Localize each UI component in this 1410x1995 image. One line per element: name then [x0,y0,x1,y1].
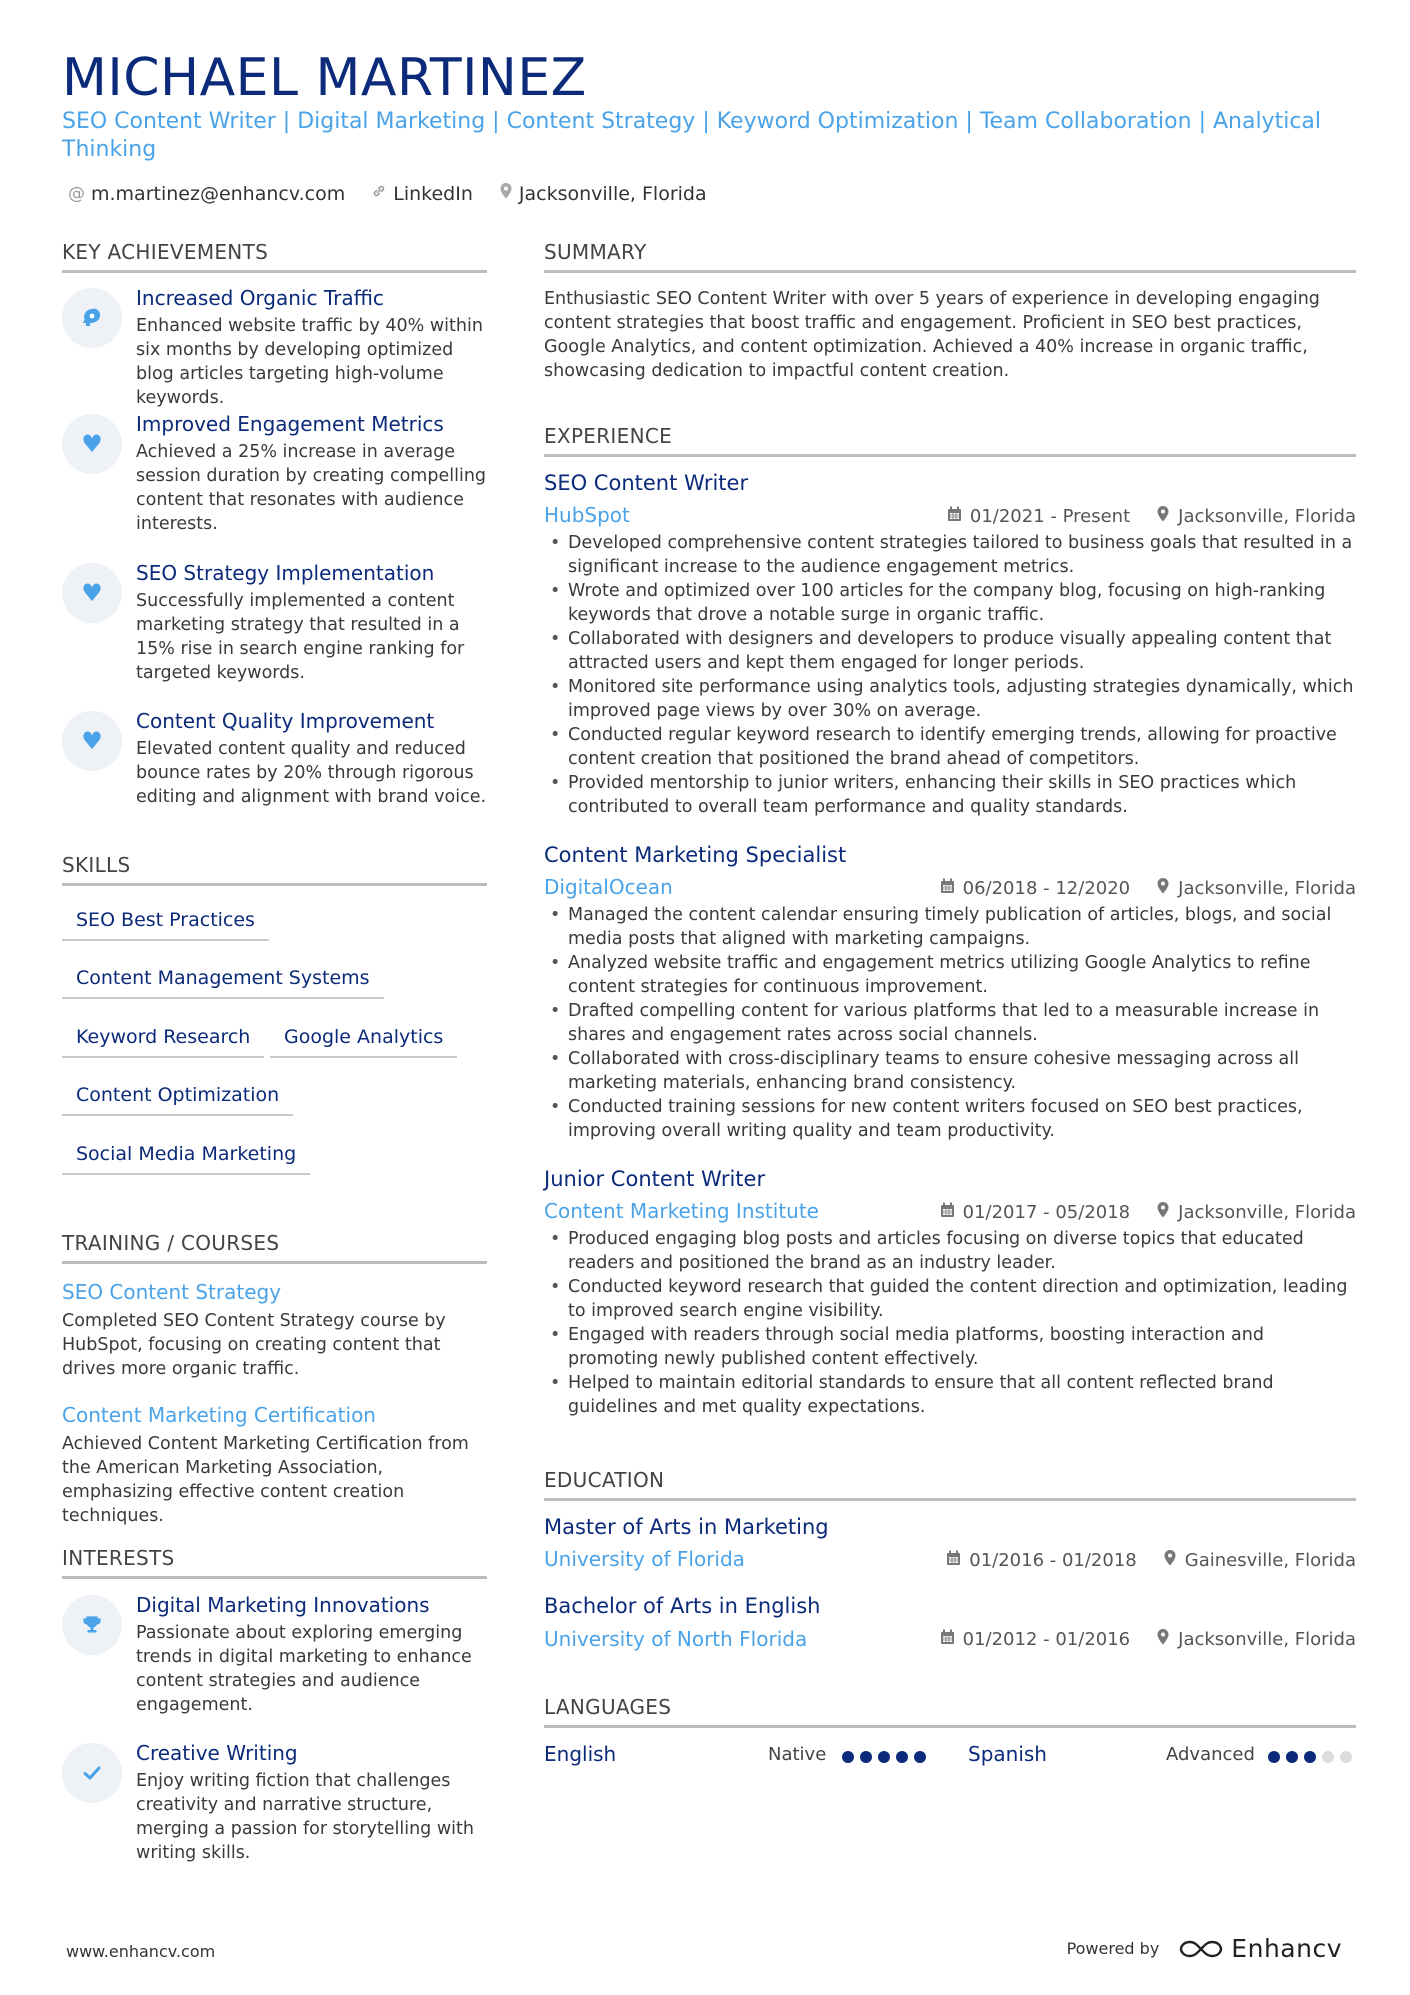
skills-heading: SKILLS [62,853,487,886]
footer-branding [1067,1934,1342,1963]
languages-heading: LANGUAGES [544,1695,1356,1728]
achievement-item [62,412,487,536]
skill-tag: Keyword Research [62,1026,264,1058]
skill-tag: Social Media Marketing [62,1143,310,1175]
job-title: SEO Content Writer [544,471,749,495]
contact-bar [68,182,707,205]
achievement-desc: Successfully implemented a content marketing strategy that resulted in a 15% rise in search engine ranking for targeted keywords. [136,591,465,683]
skill-tag: SEO Best Practices [62,909,269,941]
achievement-desc: Enhanced website traffic by 40% within six months by developing optimized blog articles targeting high-volume keywords. [136,316,483,408]
bullet-item: • Managed the content calendar ensuring timely publication of articles, blogs, and social media posts that aligned with marketing campaigns. [548,903,1356,951]
job-dates-text: 06/2018 - 12/2020 [962,877,1131,899]
job-meta [947,505,1356,527]
job-dates [940,877,1131,899]
education-dates-text: 01/2012 - 01/2016 [962,1628,1131,1650]
language-name: English [544,1742,617,1766]
education-heading: EDUCATION [544,1468,1356,1501]
job-dates-text: 01/2017 - 05/2018 [962,1201,1131,1223]
interest-item [62,1593,487,1717]
education-location-text: Gainesville, Florida [1184,1549,1356,1571]
powered-by-label: Powered by [1066,1939,1160,1958]
proficiency-dot-filled [860,1751,872,1763]
achievement-item [62,561,487,685]
proficiency-dot-filled [914,1751,926,1763]
bullet-item: • Wrote and optimized over 100 articles for the company blog, focusing on high-ranking keywords that drove a notable surge in organic traffic. [548,579,1356,627]
contact-linkedin-text: LinkedIn [393,182,473,205]
achievement-title: Increased Organic Traffic [136,286,384,310]
bullet-item: • Provided mentorship to junior writers, enhancing their skills in SEO practices which contributed to overall team performance and quality standards. [548,771,1356,819]
language-name: Spanish [968,1742,1047,1766]
job-title: Junior Content Writer [544,1167,766,1191]
location-pin-icon [1156,1628,1170,1650]
infinity-logo-icon [1179,1938,1223,1960]
achievement-desc: Elevated content quality and reduced bounce rates by 20% through rigorous editing and alignment with brand voice. [136,739,487,807]
bullet-item: • Collaborated with cross-disciplinary teams to ensure cohesive messaging across all marketing materials, enhancing brand consistency. [548,1047,1356,1095]
interest-title: Creative Writing [136,1741,298,1765]
job-location [1156,877,1356,899]
calendar-icon [947,506,962,526]
candidate-name: MICHAEL MARTINEZ [62,48,587,108]
interest-desc: Enjoy writing fiction that challenges creativity and narrative structure, merging a passion for storytelling with writing skills. [136,1771,474,1863]
job-dates-text: 01/2021 - Present [969,505,1131,527]
interests-heading: INTERESTS [62,1546,487,1579]
trophy-icon [62,1595,122,1655]
job-meta [940,877,1356,899]
brand-name: Enhancv [1231,1934,1342,1963]
language-proficiency-dots [1268,1751,1352,1763]
job-company: DigitalOcean [544,875,673,899]
at-icon: @ [68,183,85,204]
education-location [1156,1628,1356,1650]
calendar-icon [946,1550,961,1570]
bullet-item: • Produced engaging blog posts and articles focusing on diverse topics that educated readers and positioned the brand as an industry leader. [548,1227,1356,1275]
bullet-item: • Conducted training sessions for new content writers focused on SEO best practices, improving overall writing quality and team productivity. [548,1095,1356,1143]
skill-tag: Content Management Systems [62,967,384,999]
bullet-item: • Monitored site performance using analytics tools, adjusting strategies dynamically, which improved page views by over 30% on average. [548,675,1356,723]
contact-location-text: Jacksonville, Florida [518,182,707,205]
education-dates-text: 01/2016 - 01/2018 [969,1549,1137,1571]
location-pin-icon [1163,1549,1177,1571]
proficiency-dot-empty [1322,1751,1334,1763]
location-pin-icon [499,182,513,205]
proficiency-dot-filled [896,1751,908,1763]
contact-linkedin[interactable] [371,182,473,205]
job-location-text: Jacksonville, Florida [1178,1201,1356,1223]
job-meta [940,1201,1356,1223]
contact-location [499,182,707,205]
checkmark-icon [62,1743,122,1803]
achievement-title: SEO Strategy Implementation [136,561,435,585]
summary-heading: SUMMARY [544,240,1356,273]
tagline: SEO Content Writer | Digital Marketing | Content Strategy | Keyword Optimization | Team Collaboration | Analytical Thinking [62,109,1322,162]
achievement-title: Improved Engagement Metrics [136,412,444,436]
heart-icon: ♥ [62,563,122,623]
job-location [1156,1201,1356,1223]
job-dates [947,505,1130,527]
contact-email[interactable] [68,182,345,205]
job-location-text: Jacksonville, Florida [1178,505,1356,527]
school-name: University of North Florida [544,1627,808,1651]
job-title: Content Marketing Specialist [544,843,847,867]
bullet-item: • Developed comprehensive content strategies tailored to business goals that resulted in a significant increase to the audience engagement metrics. [548,531,1356,579]
language-level: Native [768,1744,827,1765]
calendar-icon [940,1202,955,1222]
proficiency-dot-empty [1340,1751,1352,1763]
job-bullets [548,531,1356,819]
education-location-text: Jacksonville, Florida [1178,1628,1356,1650]
job-company: HubSpot [544,503,630,527]
location-pin-icon [1156,505,1170,527]
job-bullets [548,903,1356,1143]
proficiency-dot-filled [1268,1751,1280,1763]
bullet-item: • Conducted keyword research that guided the content direction and optimization, leading to improved search engine visibility. [548,1275,1356,1323]
school-name: University of Florida [544,1547,745,1571]
skill-tag: Google Analytics [270,1026,457,1058]
bullet-item: • Engaged with readers through social media platforms, boosting interaction and promoting newly published content effectively. [548,1323,1356,1371]
education-meta [946,1549,1356,1571]
achievement-desc: Achieved a 25% increase in average session duration by creating compelling content that resonates with audience interests. [136,442,487,534]
location-pin-icon [1156,877,1170,899]
calendar-icon [940,878,955,898]
contact-email-text: m.martinez@enhancv.com [91,182,346,205]
interest-title: Digital Marketing Innovations [136,1593,430,1617]
link-icon [371,183,387,204]
calendar-icon [940,1629,955,1649]
education-location [1163,1549,1356,1571]
bullet-item: • Drafted compelling content for various platforms that led to a measurable increase in shares and engagement rates across social channels. [548,999,1356,1047]
proficiency-dot-filled [1304,1751,1316,1763]
bullet-item: • Conducted regular keyword research to identify emerging trends, allowing for proactive content creation that positioned the brand ahead of competitors. [548,723,1356,771]
footer-website[interactable]: www.enhancv.com [66,1942,216,1961]
brain-icon [62,288,122,348]
degree-title: Master of Arts in Marketing [544,1515,829,1539]
heart-icon: ♥ [62,711,122,771]
bullet-item: • Collaborated with designers and developers to produce visually appealing content that attracted users and kept them engaged for longer periods. [548,627,1356,675]
bullet-item: • Analyzed website traffic and engagement metrics utilizing Google Analytics to refine content strategies for continuous improvement. [548,951,1356,999]
job-bullets [548,1227,1356,1419]
education-meta [940,1628,1356,1650]
education-dates [940,1628,1131,1650]
experience-heading: EXPERIENCE [544,424,1356,457]
training-heading: TRAINING / COURSES [62,1231,487,1264]
key-achievements-heading: KEY ACHIEVEMENTS [62,240,487,273]
heart-icon: ♥ [62,414,122,474]
job-location-text: Jacksonville, Florida [1178,877,1356,899]
proficiency-dot-filled [1286,1751,1298,1763]
achievement-title: Content Quality Improvement [136,709,435,733]
education-dates [946,1549,1137,1571]
proficiency-dot-filled [842,1751,854,1763]
course-desc: Achieved Content Marketing Certification from the American Marketing Association, emphasizing effective content creation techniques. [62,1434,469,1526]
job-location [1156,505,1356,527]
language-level: Advanced [1166,1744,1255,1765]
course-title: SEO Content Strategy [62,1280,282,1304]
enhancv-logo[interactable] [1179,1934,1342,1963]
achievement-item [62,709,487,809]
language-proficiency-dots [842,1751,926,1763]
location-pin-icon [1156,1201,1170,1223]
bullet-item: • Helped to maintain editorial standards to ensure that all content reflected brand guidelines and met quality expectations. [548,1371,1356,1419]
interest-desc: Passionate about exploring emerging trends in digital marketing to enhance content strategies and audience engagement. [136,1623,472,1715]
course-desc: Completed SEO Content Strategy course by HubSpot, focusing on creating content that drives more organic traffic. [62,1311,446,1379]
job-company: Content Marketing Institute [544,1199,819,1223]
summary-text: Enthusiastic SEO Content Writer with over 5 years of experience in developing engaging content strategies that boost traffic and engagement. Proficient in SEO best practices, Google Analytics, and content optimization. Achieved a 40% increase in organic traffic, showcasing dedication to impactful content creation. [544,289,1320,381]
skill-tag: Content Optimization [62,1084,293,1116]
proficiency-dot-filled [878,1751,890,1763]
degree-title: Bachelor of Arts in English [544,1594,821,1618]
achievement-item [62,286,487,410]
job-dates [940,1201,1131,1223]
interest-item [62,1741,487,1865]
course-title: Content Marketing Certification [62,1403,376,1427]
